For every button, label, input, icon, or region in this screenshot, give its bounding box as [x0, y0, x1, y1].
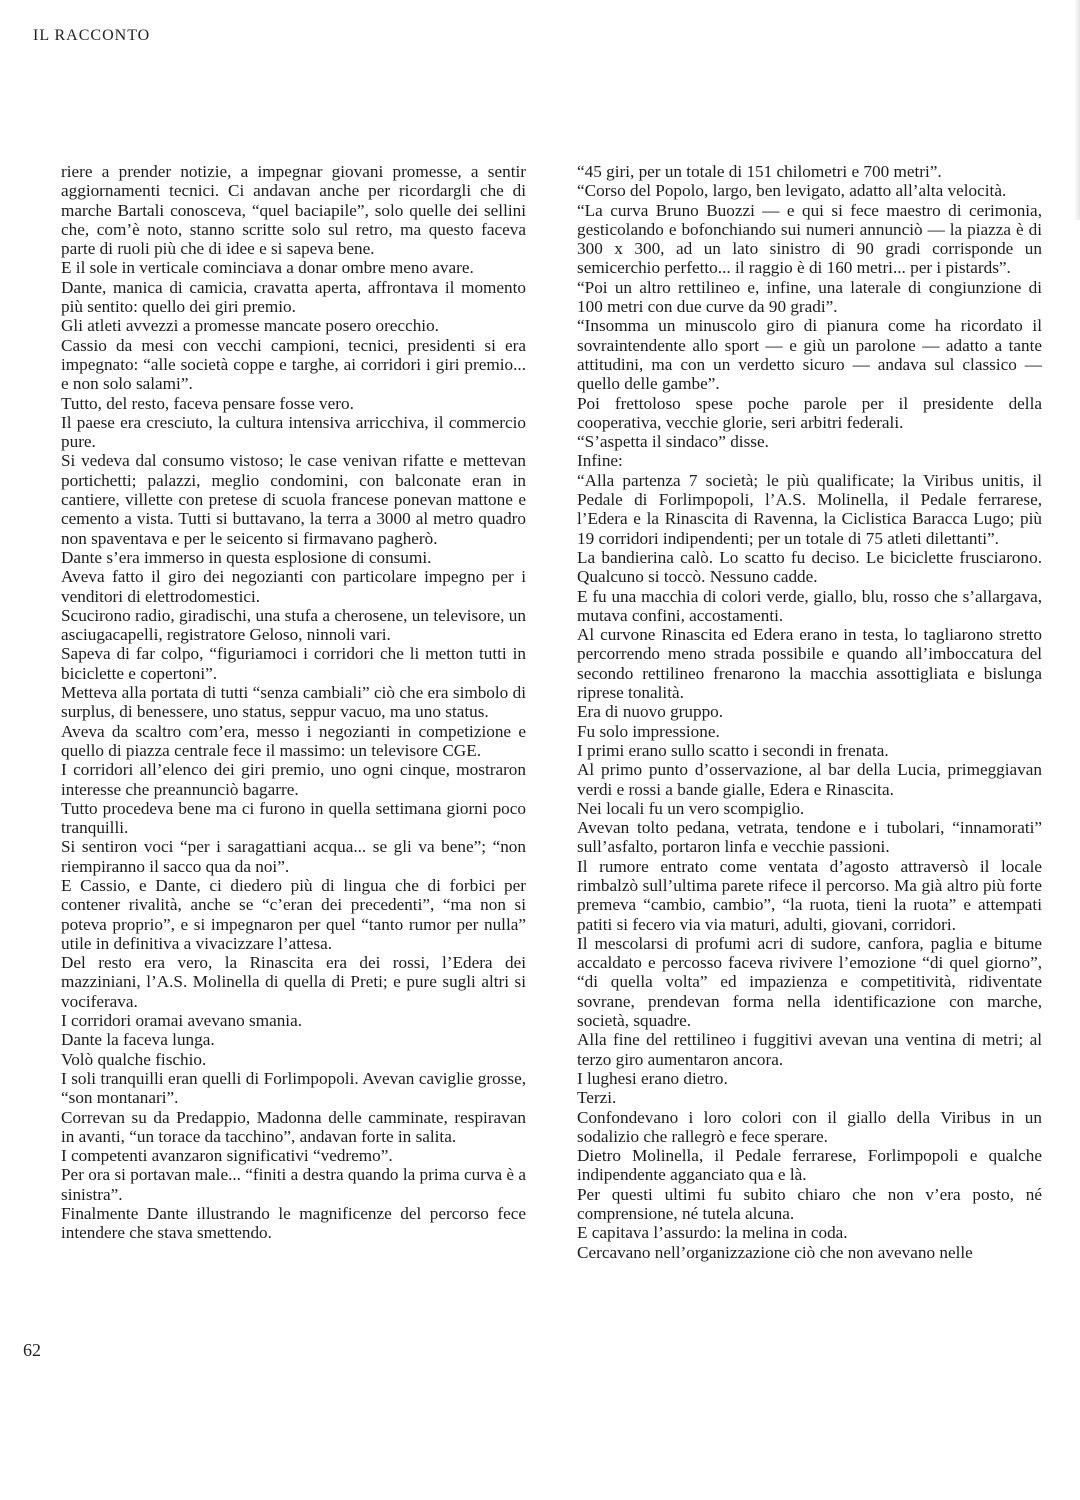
paragraph: E fu una macchia di colori verde, giallo, blu, rosso che s’allargava, mutava confini, accostamenti.: [577, 586, 1042, 625]
paragraph: E Cassio, e Dante, ci diedero più di lingua che di forbici per contener rivalità, anche se “c’eran dei precedenti”, “ma non si poteva proprio”, e si impegnaron per quel “tanto rumor per nulla” utile in definitiva a vivacizzare l’attesa.: [61, 875, 526, 953]
paragraph: Alla fine del rettilineo i fuggitivi avevan una ventina di metri; al terzo giro aumentaron ancora.: [577, 1030, 1042, 1069]
paragraph: “La curva Bruno Buozzi — e qui si fece maestro di cerimonia, gesticolando e bofonchiando sui numeri annunciò — la piazza è di 300 x 300, ad un lato sinistro di 90 gradi corrisponde un semicerchio perfetto... il raggio è di 160 metri... per i pistards”.: [577, 200, 1042, 278]
paragraph: E il sole in verticale cominciava a donar ombre meno avare.: [61, 258, 474, 278]
paragraph: Fu solo impressione.: [577, 721, 720, 741]
paragraph: “Corso del Popolo, largo, ben levigato, adatto all’alta velocità.: [577, 181, 1007, 201]
paragraph: Dietro Molinella, il Pedale ferrarese, Forlimpopoli e qualche indipendente agganciato qua e là.: [577, 1146, 1042, 1185]
paragraph: Del resto era vero, la Rinascita era dei rossi, l’Edera dei mazziniani, l’A.S. Molinella di quella di Preti; e pure sugli altri si vociferava.: [61, 953, 526, 1011]
paragraph: Nei locali fu un vero scompiglio.: [577, 798, 805, 818]
paragraph: I soli tranquilli eran quelli di Forlimpopoli. Avevan caviglie grosse, “son montanari”.: [61, 1068, 526, 1108]
paragraph: Tutto, del resto, faceva pensare fosse vero.: [61, 393, 354, 413]
paragraph: “45 giri, per un totale di 151 chilometri e 700 metri”.: [577, 162, 942, 181]
paragraph: Cercavano nell’organizzazione ciò che non avevano nelle: [577, 1242, 973, 1262]
paragraph: I corridori oramai avevano smania.: [61, 1011, 303, 1031]
paragraph: Correvan su da Predappio, Madonna delle camminate, respiravan in avanti, “un torace da tacchino”, andavan forte in salita.: [61, 1107, 526, 1146]
paragraph: La bandierina calò. Lo scatto fu deciso. Le biciclette frusciarono. Qualcuno si toccò. Nessuno cadde.: [577, 547, 1042, 587]
paragraph: Poi frettoloso spese poche parole per il presidente della cooperativa, vecchie glorie, seri arbitri federali.: [577, 393, 1042, 432]
paragraph: Cassio da mesi con vecchi campioni, tecnici, presidenti si era impegnato: “alle società coppe e targhe, ai corridori i giri premio... e non solo salami”.: [61, 335, 526, 394]
paragraph: “Alla partenza 7 società; le più qualificate; la Viribus unitis, il Pedale di Forlimpopoli, l’A.S. Molinella, il Pedale ferrarese, l’Edera e la Rinascita di Ravenna, la Ciclistica Baracca Lugo; più 19 corridori indipendenti; per un totale di 75 atleti dilettanti”.: [577, 470, 1042, 548]
paragraph: Dante la faceva lunga.: [61, 1030, 215, 1050]
paragraph: Aveva da scaltro com’era, messo i negozianti in competizione e quello di piazza centrale fece il massimo: un televisore CGE.: [61, 721, 526, 760]
paragraph: Il mescolarsi di profumi acri di sudore, canfora, paglia e bitume accaldato e percosso faceva rivivere l’emozione “di quel giorno”, “di quella volta” ed impazienza e competitività, ridiventate sovrane, prendevan forma nella identificazione con marche, società, squadre.: [577, 933, 1042, 1031]
left-text-column: [61, 162, 526, 1243]
paragraph: I lughesi erano dietro.: [577, 1068, 728, 1088]
paragraph: Aveva fatto il giro dei negozianti con particolare impegno per i venditori di elettrodomestici.: [61, 567, 526, 606]
paragraph: Si vedeva dal consumo vistoso; le case venivan rifatte e mettevan portichetti; palazzi, meglio condomini, con balconate eran in cantiere, villette con pretese di scuola francese ponevan mattone e cemento a vista. Tutti si buttavano, la terra a 3000 al metro quadro non spaventava e per le seicento si firmavano pagherò.: [61, 451, 526, 548]
paragraph: I competenti avanzaron significativi “vedremo”.: [61, 1146, 393, 1166]
paragraph: Finalmente Dante illustrando le magnificenze del percorso fece intendere che stava smettendo.: [61, 1204, 526, 1243]
right-text-column: [577, 162, 1042, 1262]
paragraph: Tutto procedeva bene ma ci furono in quella settimana giorni poco tranquilli.: [61, 798, 526, 838]
paragraph: Dante s’era immerso in questa esplosione di consumi.: [61, 547, 432, 567]
paragraph: Il paese era cresciuto, la cultura intensiva arricchiva, il commercio pure.: [61, 412, 526, 452]
paragraph: Scucirono radio, giradischi, una stufa a cherosene, un televisore, un asciugacapelli, registratore Geloso, ninnoli vari.: [61, 605, 526, 645]
paragraph: Confondevano i loro colori con il giallo della Viribus in un sodalizio che rallegrò e fece sperare.: [577, 1107, 1042, 1146]
paragraph: Al curvone Rinascita ed Edera erano in testa, lo tagliarono stretto percorrendo meno strada possibile e quando all’imboccatura del secondo rettilineo frenarono la macchia assottigliata e bislunga riprese tonalità.: [577, 625, 1042, 703]
paragraph: Si sentiron voci “per i saragattiani acqua... se gli va bene”; “non riempiranno il sacco qua da noi”.: [61, 837, 526, 876]
paragraph: Terzi.: [577, 1088, 617, 1108]
paragraph: I primi erano sullo scatto i secondi in frenata.: [577, 740, 889, 760]
paragraph: Era di nuovo gruppo.: [577, 702, 724, 722]
paragraph: Per ora si portavan male... “finiti a destra quando la prima curva è a sinistra”.: [61, 1165, 526, 1204]
paragraph: Volò qualche fischio.: [61, 1049, 207, 1069]
paragraph: “S’aspetta il sindaco” disse.: [577, 432, 769, 452]
paragraph: Avevan tolto pedana, vetrata, tendone e i tubolari, “innamorati” sull’asfalto, portaron linfa e vecchie passioni.: [577, 818, 1042, 857]
paragraph: Dante, manica di camicia, cravatta aperta, affrontava il momento più sentito: quello dei giri premio.: [61, 277, 526, 317]
paragraph: “Insomma un minuscolo giro di pianura come ha ricordato il sovraintendente allo sport — e giù un parolone — adatto a tante attitudini, ma con un verdetto sicuro — andava sul classico — quello delle gambe”.: [577, 316, 1042, 394]
paragraph: Sapeva di far colpo, “figuriamoci i corridori che li metton tutti in biciclette e copertoni”.: [61, 644, 526, 683]
section-header: IL RACCONTO: [33, 27, 151, 44]
paragraph: E capitava l’assurdo: la melina in coda.: [577, 1223, 848, 1243]
paragraph: I corridori all’elenco dei giri premio, uno ogni cinque, mostraron interesse che preannunciò bagarre.: [61, 760, 526, 799]
page-edge-shadow: [1074, 0, 1080, 220]
paragraph: Il rumore entrato come ventata d’agosto attraversò il locale rimbalzò sull’ultima parete rifece il percorso. Ma già altro più forte premeva “cambio, cambio”, “la ruota, tieni la ruota” e attempati patiti si fecero via via maturi, adulti, giovani, corridori.: [577, 856, 1042, 934]
paragraph: riere a prender notizie, a impegnar giovani promesse, a sentir aggiornamenti tecnici. Ci andavan anche per ricordargli che di marche Bartali conosceva, “quel baciapile”, solo quelle dei sellini che, com’è noto, stanno scritte solo sul retro, ma questo faceva parte di ruoli più che di idee e si sapeva bene.: [61, 162, 526, 259]
paragraph: “Poi un altro rettilineo e, infine, una laterale di congiunzione di 100 metri con due curve da 90 gradi”.: [577, 277, 1042, 317]
paragraph: Infine:: [577, 451, 623, 471]
paragraph: Gli atleti avvezzi a promesse mancate posero orecchio.: [61, 316, 439, 336]
page-number: 62: [23, 1340, 41, 1360]
paragraph: Al primo punto d’osservazione, al bar della Lucia, primeggiavan verdi e rossi a bande gialle, Edera e Rinascita.: [577, 760, 1042, 799]
paragraph: Per questi ultimi fu subito chiaro che non v’era posto, né comprensione, né tutela alcuna.: [577, 1184, 1042, 1224]
paragraph: Metteva alla portata di tutti “senza cambiali” ciò che era simbolo di surplus, di benessere, uno status, seppur vacuo, ma uno status.: [61, 683, 526, 722]
